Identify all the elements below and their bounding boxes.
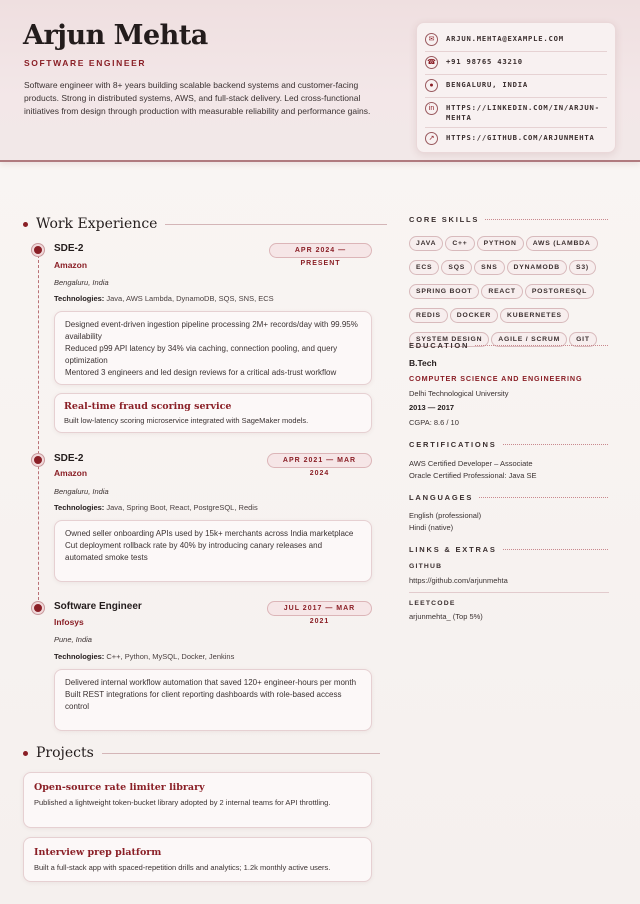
technologies-label: Technologies: (54, 652, 105, 661)
links-title: LINKS & EXTRAS (409, 545, 497, 554)
technologies-list: C++, Python, MySQL, Docker, Jenkins (106, 652, 235, 661)
technologies-label: Technologies: (54, 294, 105, 303)
technologies-list: Java, Spring Boot, React, PostgreSQL, Redis (106, 503, 258, 512)
links-heading (409, 545, 608, 554)
language-item: Hindi (native) (409, 523, 454, 532)
education-school: Delhi Technological University (409, 389, 509, 398)
project-card (23, 837, 372, 882)
section-divider (102, 753, 380, 754)
education-major: COMPUTER SCIENCE AND ENGINEERING (409, 374, 583, 383)
skill-chip: S3) (569, 260, 596, 275)
project-desc: Built a full-stack app with spaced-repetition drills and analytics; 1.2k monthly active users. (34, 863, 331, 872)
contact-phone[interactable] (425, 52, 607, 75)
job-dates-badge: APR 2021 — MAR 2024 (267, 453, 372, 468)
dotted-divider (503, 549, 608, 550)
contact-linkedin[interactable] (425, 98, 607, 128)
certification-item: AWS Certified Developer – Associate (409, 459, 533, 468)
job-bullet: Designed event-driven ingestion pipeline processing 2M+ records/day with 99.95% availability (65, 320, 358, 341)
dotted-divider (503, 444, 608, 445)
skill-chip: POSTGRESQL (525, 284, 594, 299)
job-bullet: Owned seller onboarding APIs used by 15k+ merchants across India marketplace (65, 529, 354, 538)
job-location: Pune, India (54, 635, 92, 644)
contact-phone-text: +91 98765 43210 (446, 57, 523, 66)
skill-chip: C++ (445, 236, 474, 251)
education-degree: B.Tech (409, 358, 437, 368)
contact-linkedin-link[interactable]: HTTPS://LINKEDIN.COM/IN/ARJUN-MEHTA (446, 103, 600, 122)
section-projects-title: Projects (36, 745, 94, 761)
job-bullets-card (54, 311, 372, 385)
candidate-role: SOFTWARE ENGINEER (24, 58, 147, 68)
certifications-heading (409, 440, 608, 449)
skill-chip: GIT (569, 332, 597, 347)
timeline-dot (32, 602, 44, 614)
skills-title: CORE SKILLS (409, 215, 480, 224)
skills-chip-list (409, 232, 609, 352)
languages-heading (409, 493, 608, 502)
skill-chip: DOCKER (450, 308, 498, 323)
section-work-experience (23, 216, 387, 232)
github-label: GITHUB (409, 563, 443, 570)
job-company: Amazon (54, 260, 88, 270)
skill-chip: AGILE / SCRUM (491, 332, 567, 347)
education-cgpa: CGPA: 8.6 / 10 (409, 418, 459, 427)
contact-card (416, 22, 616, 153)
certification-item: Oracle Certified Professional: Java SE (409, 471, 537, 480)
technologies-label: Technologies: (54, 503, 105, 512)
skill-chip: ECS (409, 260, 439, 275)
project-name: Interview prep platform (34, 847, 162, 858)
contact-github-link[interactable]: HTTPS://GITHUB.COM/ARJUNMEHTA (446, 133, 595, 143)
section-bullet-icon (23, 222, 28, 227)
timeline-dot (32, 454, 44, 466)
skill-chip: KUBERNETES (500, 308, 569, 323)
skill-chip: SNS (474, 260, 504, 275)
skill-chip: PYTHON (477, 236, 524, 251)
timeline-line (38, 255, 39, 600)
skill-chip: SYSTEM DESIGN (409, 332, 489, 347)
project-card (23, 772, 372, 828)
summary-text: Software engineer with 8+ years building scalable backend systems and customer-facing products. Strong in distributed systems, AWS, and full-stack delivery. Led cross-functional initiatives from design through production with measurable reliability and performance gains. (24, 80, 371, 116)
job-bullet: Reduced p99 API latency by 34% via caching, connection pooling, and query optimization (65, 344, 338, 365)
job-bullets-card (54, 669, 372, 731)
section-work-title: Work Experience (36, 216, 158, 232)
technologies-list: Java, AWS Lambda, DynamoDB, SQS, SNS, ECS (106, 294, 274, 303)
project-name: Open-source rate limiter library (34, 782, 205, 793)
job-company: Amazon (54, 468, 88, 478)
contact-email[interactable] (425, 29, 607, 52)
project-desc: Published a lightweight token-bucket library adopted by 2 internal teams for API throttling. (34, 798, 331, 807)
dotted-divider (479, 497, 608, 498)
links-divider (409, 592, 609, 593)
github-icon: ↗ (425, 132, 438, 145)
section-divider (165, 224, 387, 225)
job-location: Bengaluru, India (54, 487, 109, 496)
job-bullet: Mentored 3 engineers and led design reviews for a critical ads-trust workflow (65, 368, 337, 377)
job-bullet: Delivered internal workflow automation that saved 120+ engineer-hours per month (65, 678, 357, 687)
job-bullets-card (54, 520, 372, 582)
email-icon: ✉ (425, 33, 438, 46)
job-dates-badge: JUL 2017 — MAR 2021 (267, 601, 372, 616)
skill-chip: DYNAMODB (507, 260, 567, 275)
job-bullet: Built REST integrations for client reporting dashboards with role-based access control (65, 690, 342, 711)
dotted-divider (475, 345, 608, 346)
contact-location-text: BENGALURU, INDIA (446, 80, 529, 89)
skill-chip: SPRING BOOT (409, 284, 479, 299)
job-location: Bengaluru, India (54, 278, 109, 287)
contact-email-text: ARJUN.MEHTA@EXAMPLE.COM (446, 34, 564, 43)
leetcode-value: arjunmehta_ (Top 5%) (409, 612, 483, 621)
job-title: SDE-2 (54, 243, 84, 254)
skill-chip: JAVA (409, 236, 443, 251)
education-title: EDUCATION (409, 341, 470, 350)
location-icon: ● (425, 79, 438, 92)
subproject-name: Real-time fraud scoring service (64, 401, 232, 412)
phone-icon: ☎ (425, 56, 438, 69)
section-projects (23, 745, 380, 761)
skill-chip: REDIS (409, 308, 448, 323)
languages-title: LANGUAGES (409, 493, 474, 502)
contact-github[interactable] (425, 128, 607, 151)
certifications-title: CERTIFICATIONS (409, 440, 497, 449)
resume-header (0, 0, 640, 162)
language-item: English (professional) (409, 511, 482, 520)
job-title: Software Engineer (54, 601, 142, 612)
job-technologies (54, 294, 274, 303)
education-heading (409, 341, 608, 350)
timeline-dot (32, 244, 44, 256)
job-dates-badge: APR 2024 — PRESENT (269, 243, 372, 258)
candidate-name: Arjun Mehta (23, 20, 208, 51)
job-title: SDE-2 (54, 453, 84, 464)
skill-chip: AWS (LAMBDA (526, 236, 598, 251)
skill-chip: REACT (481, 284, 522, 299)
job-company: Infosys (54, 617, 84, 627)
education-years: 2013 — 2017 (409, 403, 455, 412)
contact-location (425, 75, 607, 98)
skill-chip: SQS (441, 260, 472, 275)
dotted-divider (485, 219, 608, 220)
section-bullet-icon (23, 751, 28, 756)
leetcode-label: LEETCODE (409, 600, 456, 607)
github-link[interactable]: https://github.com/arjunmehta (409, 576, 508, 585)
skills-heading (409, 215, 608, 224)
linkedin-icon: in (425, 102, 438, 115)
job-bullet: Cut deployment rollback rate by 40% by introducing canary releases and automated smoke tests (65, 541, 323, 562)
subproject-desc: Built low-latency scoring microservice integrated with SageMaker models. (64, 416, 309, 425)
job-subproject-card (54, 393, 372, 433)
job-technologies (54, 503, 258, 512)
job-technologies (54, 652, 234, 661)
